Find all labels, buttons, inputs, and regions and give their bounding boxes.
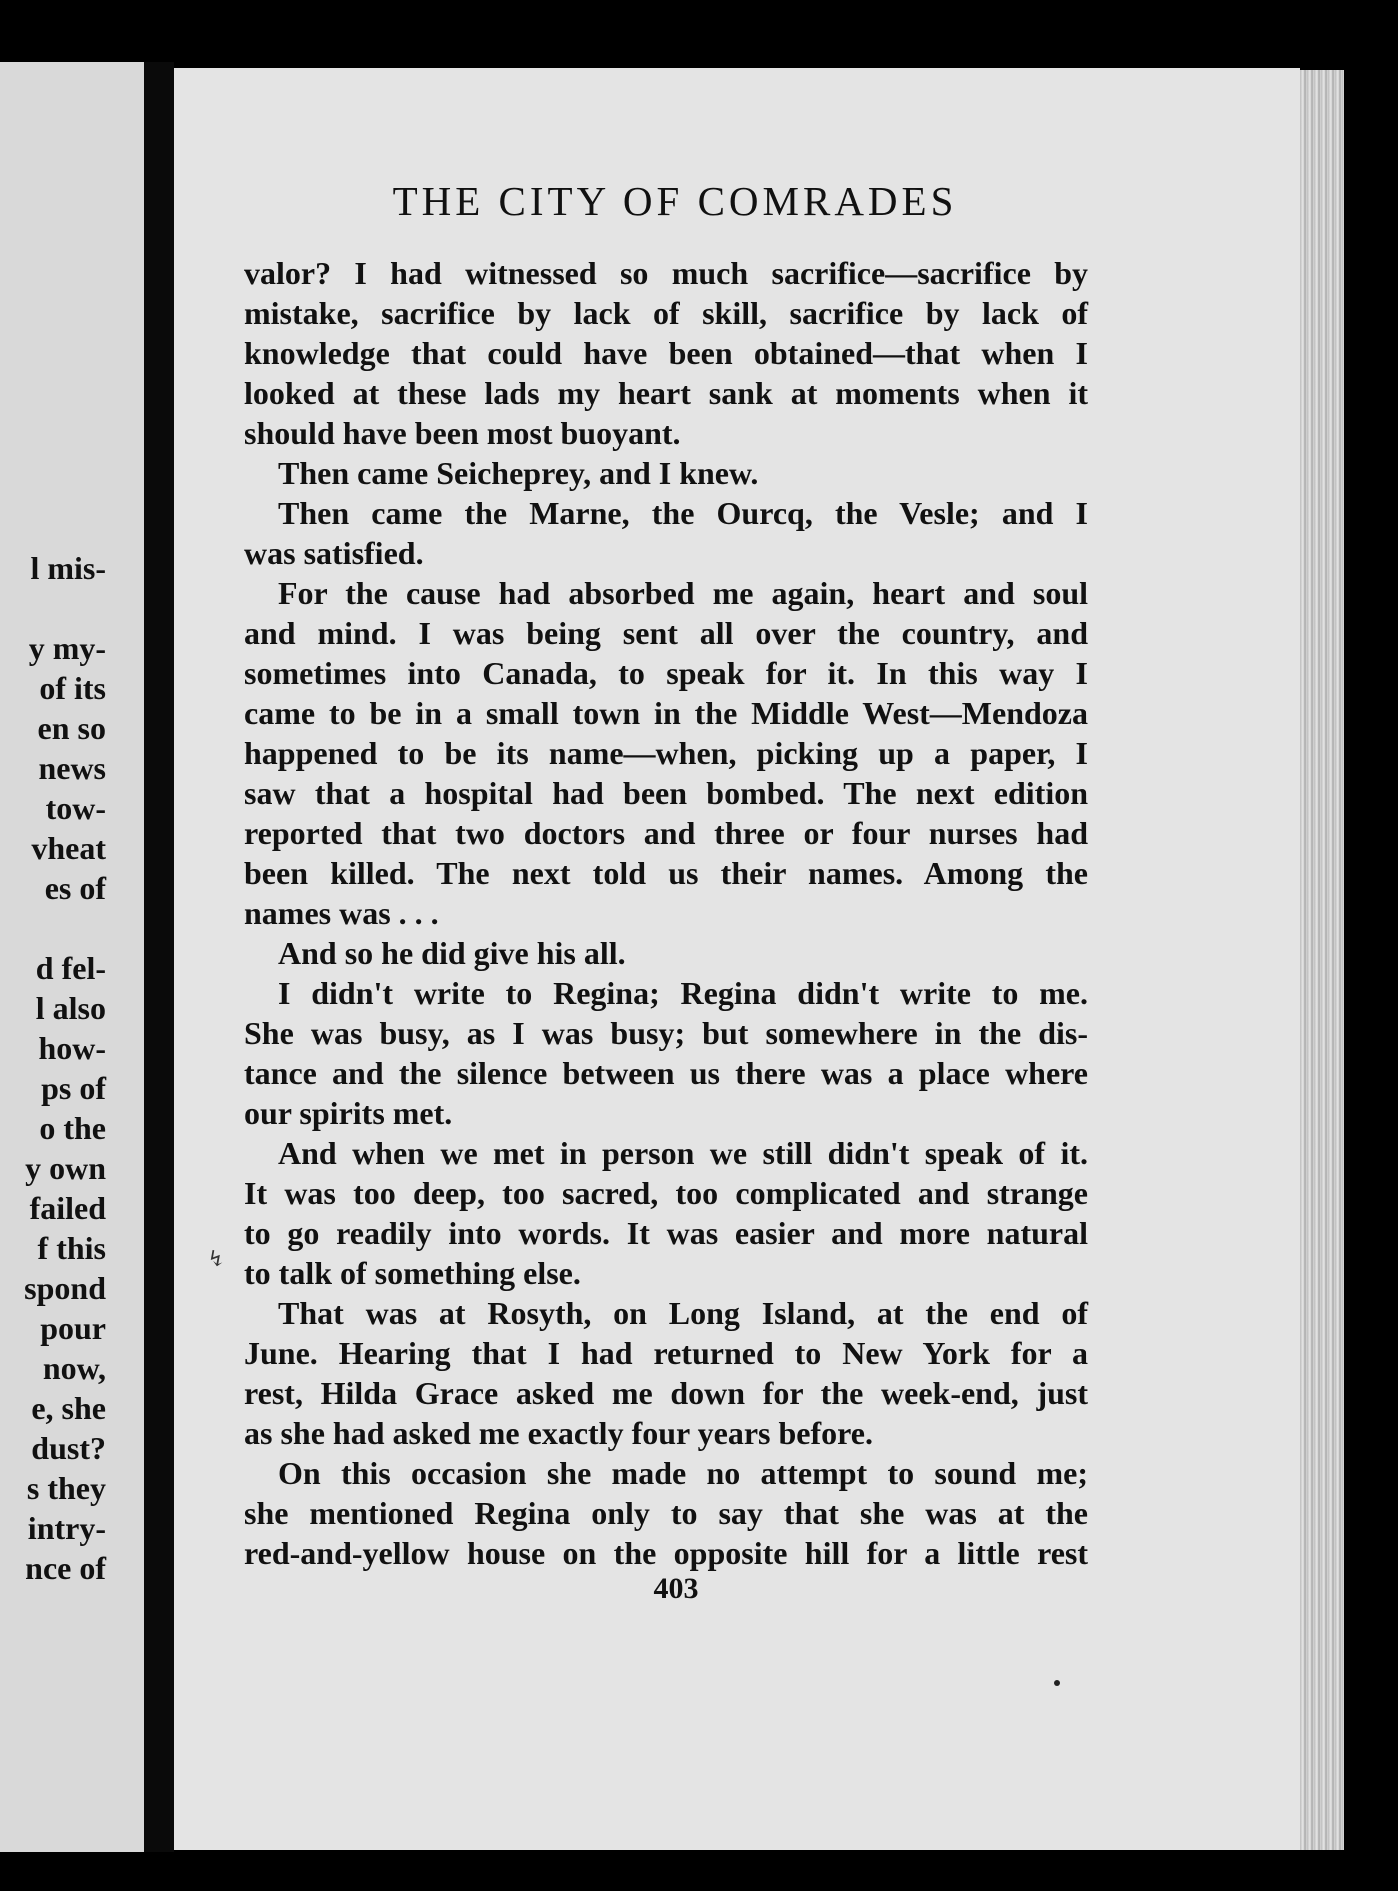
text-line: reported that two doctors and three or four nurses had: [244, 815, 1088, 851]
margin-mark-icon: ↯: [207, 1246, 226, 1271]
text-line: tance and the silence between us there was a place where: [244, 1055, 1088, 1091]
text-line: came to be in a small town in the Middle West—Mendoza: [244, 695, 1088, 731]
text-line: I didn't write to Regina; Regina didn't write to me.: [278, 975, 1088, 1011]
text-line: And so he did give his all.: [278, 935, 626, 971]
text-line: as she had asked me exactly four years before.: [244, 1415, 873, 1451]
ink-dot: [1054, 1680, 1060, 1686]
left-page-fragment: news: [38, 750, 106, 786]
text-line: mistake, sacrifice by lack of skill, sacrifice by lack of: [244, 295, 1088, 331]
text-line: Then came Seicheprey, and I knew.: [278, 455, 759, 491]
left-page-fragment: o the: [39, 1110, 106, 1146]
book-gutter: [144, 62, 174, 1852]
left-page-fragment: ps of: [41, 1070, 106, 1106]
text-line: happened to be its name—when, picking up a paper, I: [244, 735, 1088, 771]
left-page-fragment: vheat: [31, 830, 106, 866]
text-line: And when we met in person we still didn't speak of it.: [278, 1135, 1088, 1171]
left-page-fragment: now,: [42, 1350, 106, 1386]
page-number: 403: [653, 1572, 699, 1605]
text-line: She was busy, as I was busy; but somewhere in the dis-: [244, 1015, 1088, 1051]
text-line: Then came the Marne, the Ourcq, the Vesle; and I: [278, 495, 1088, 531]
left-page-fragment: failed: [29, 1190, 106, 1226]
left-page-fragment: l mis-: [30, 550, 106, 586]
left-page-fragment: y my-: [28, 630, 106, 666]
text-line: been killed. The next told us their names. Among the: [244, 855, 1088, 891]
text-line: names was . . .: [244, 895, 439, 931]
left-page-fragment: intry-: [27, 1510, 106, 1546]
text-line: looked at these lads my heart sank at moments when it: [244, 375, 1088, 411]
text-line: saw that a hospital had been bombed. The next edition: [244, 775, 1088, 811]
page-edges: [1300, 70, 1344, 1850]
text-line: For the cause had absorbed me again, heart and soul: [278, 575, 1088, 611]
left-page-fragment: pour: [40, 1310, 106, 1346]
text-line: our spirits met.: [244, 1095, 453, 1131]
text-line: June. Hearing that I had returned to New York for a: [244, 1335, 1088, 1371]
left-page-fragment: l also: [35, 990, 106, 1026]
text-line: was satisfied.: [244, 535, 424, 571]
left-page-fragment: nce of: [25, 1550, 106, 1586]
left-page-fragment: s they: [26, 1470, 106, 1506]
text-line: knowledge that could have been obtained—that when I: [244, 335, 1088, 371]
left-page-fragment: dust?: [31, 1430, 106, 1466]
text-line: to go readily into words. It was easier and more natural: [244, 1215, 1088, 1251]
text-line: and mind. I was being sent all over the country, and: [244, 615, 1088, 651]
left-page-fragment: of its: [39, 670, 106, 706]
running-head: THE CITY OF COMRADES: [392, 178, 958, 224]
text-line: rest, Hilda Grace asked me down for the week-end, just: [244, 1375, 1088, 1411]
text-line: valor? I had witnessed so much sacrifice—sacrifice by: [244, 255, 1088, 291]
text-line: It was too deep, too sacred, too complicated and strange: [244, 1175, 1088, 1211]
left-page-fragment: d fel-: [35, 950, 106, 986]
left-page-fragment: tow-: [45, 790, 106, 826]
left-page-fragment: y own: [25, 1150, 106, 1186]
text-line: That was at Rosyth, on Long Island, at the end of: [278, 1295, 1088, 1331]
text-line: she mentioned Regina only to say that she was at the: [244, 1495, 1088, 1531]
left-page-fragment: e, she: [31, 1390, 106, 1426]
left-page-fragment: f this: [37, 1230, 106, 1266]
left-page: [0, 62, 144, 1852]
text-line: sometimes into Canada, to speak for it. In this way I: [244, 655, 1088, 691]
left-page-fragment: es of: [44, 870, 106, 906]
text-line: to talk of something else.: [244, 1255, 581, 1291]
left-page-fragment: en so: [37, 710, 106, 746]
text-line: should have been most buoyant.: [244, 415, 681, 451]
text-line: On this occasion she made no attempt to sound me;: [278, 1455, 1088, 1491]
text-line: red-and-yellow house on the opposite hill for a little rest: [244, 1535, 1088, 1571]
left-page-fragment: how-: [38, 1030, 106, 1066]
left-page-fragment: spond: [24, 1270, 106, 1306]
